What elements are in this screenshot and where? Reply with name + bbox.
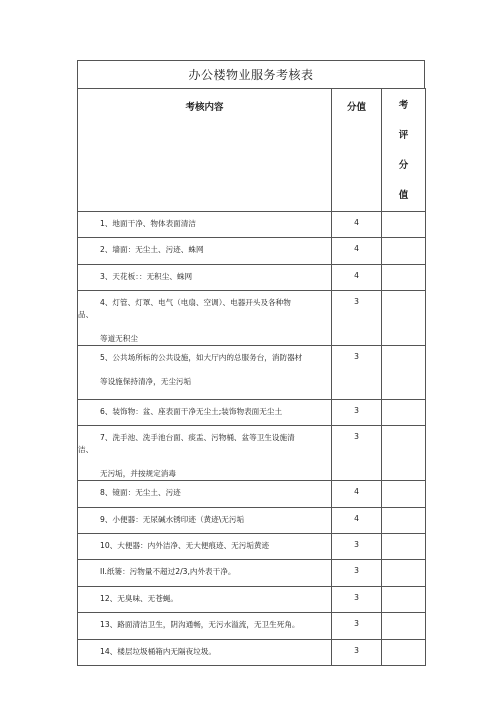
evaluation-cell[interactable] xyxy=(382,481,426,508)
item-score: 4 xyxy=(332,265,382,291)
item-text xyxy=(78,291,332,346)
item-text-line: 等道无积尘 xyxy=(100,334,138,343)
header-eval-char: 考 xyxy=(398,100,409,111)
table-row xyxy=(78,534,426,560)
header-content: 考核内容 xyxy=(78,89,332,212)
item-text xyxy=(78,426,332,481)
item-score: 3 xyxy=(332,534,382,560)
evaluation-cell[interactable] xyxy=(382,212,426,238)
item-score: 3 xyxy=(332,613,382,640)
evaluation-cell[interactable] xyxy=(382,291,426,346)
item-text: 3、天花板：：无积尘、蛛网 xyxy=(78,265,332,291)
item-score: 3 xyxy=(332,346,382,400)
item-text-line: 4、灯管、灯罩、电气（电扇、空调）、电器开头及各种物 xyxy=(100,298,291,307)
item-text: 14、楼层垃圾桶箱内无隔夜垃圾。 xyxy=(78,640,332,666)
header-eval-char: 值 xyxy=(398,190,409,201)
evaluation-cell[interactable] xyxy=(382,346,426,400)
item-text-line: 无污垢，并按规定消毒 xyxy=(100,469,176,478)
item-text: 13、路面清洁卫生，阴沟通畅，无污水溢流，无卫生死角。 xyxy=(78,613,332,640)
item-score: 4 xyxy=(332,481,382,508)
item-score: 3 xyxy=(332,291,382,346)
table-row xyxy=(78,587,426,613)
evaluation-cell[interactable] xyxy=(382,560,426,587)
item-text-line: 洁、 xyxy=(78,445,94,454)
table-header-row xyxy=(78,89,426,212)
table-row xyxy=(78,212,426,238)
table-row xyxy=(78,508,426,534)
table-row xyxy=(78,346,426,400)
evaluation-cell[interactable] xyxy=(382,587,426,613)
evaluation-cell[interactable] xyxy=(382,265,426,291)
evaluation-cell[interactable] xyxy=(382,238,426,265)
assessment-table xyxy=(77,88,426,666)
header-eval-char: 评 xyxy=(398,130,409,141)
item-score: 3 xyxy=(332,400,382,426)
item-text-line: 7、洗手池、洗手池台面、痰盂、污物桶、盆等卫生设施清 xyxy=(100,433,295,442)
item-score: 4 xyxy=(332,238,382,265)
item-text-line: 品、 xyxy=(78,310,94,319)
item-text-line: 等设施保持清净，无尘污垢 xyxy=(100,377,192,386)
item-text: 8、镜面：无尘土、污迹 xyxy=(78,481,332,508)
item-text: 1、地面干净、物体表面清洁 xyxy=(78,212,332,238)
table-row xyxy=(78,400,426,426)
header-eval-char: 分 xyxy=(398,160,409,171)
evaluation-cell[interactable] xyxy=(382,534,426,560)
item-score: 3 xyxy=(332,640,382,666)
evaluation-cell[interactable] xyxy=(382,508,426,534)
table-row xyxy=(78,238,426,265)
item-score: 3 xyxy=(332,426,382,481)
evaluation-cell[interactable] xyxy=(382,400,426,426)
item-score: 4 xyxy=(332,212,382,238)
item-score: 4 xyxy=(332,508,382,534)
table-row xyxy=(78,426,426,481)
evaluation-cell[interactable] xyxy=(382,640,426,666)
item-text-line: 5、公共场所标的公共设施，如大厅内的总服务台，消防器材 xyxy=(100,353,303,362)
table-row xyxy=(78,560,426,587)
header-score: 分值 xyxy=(332,89,382,212)
document-title: 办公楼物业服务考核表 xyxy=(77,60,425,89)
item-text: 6、装饰物：盆、座表面干净无尘土;装饰物表面无尘土 xyxy=(78,400,332,426)
table-row xyxy=(78,481,426,508)
table-row xyxy=(78,613,426,640)
item-text: 9、小便器：无尿碱水锈印迹（黄迹\无污垢 xyxy=(78,508,332,534)
item-text: 12、无臭味、无苍蝇。 xyxy=(78,587,332,613)
item-text xyxy=(78,346,332,400)
assessment-sheet xyxy=(77,60,425,656)
item-text: 10、大便器：内外洁净、无大便痕迹、无污垢黄迹 xyxy=(78,534,332,560)
evaluation-cell[interactable] xyxy=(382,613,426,640)
item-score: 3 xyxy=(332,560,382,587)
item-score: 3 xyxy=(332,587,382,613)
item-text: 2、墙面：无尘土、污迹、蛛网 xyxy=(78,238,332,265)
table-row xyxy=(78,291,426,346)
table-row xyxy=(78,265,426,291)
header-evaluation xyxy=(382,89,426,212)
table-row xyxy=(78,640,426,666)
item-text: II.纸篓：污物量不超过2/3,内外表干净。 xyxy=(78,560,332,587)
evaluation-cell[interactable] xyxy=(382,426,426,481)
